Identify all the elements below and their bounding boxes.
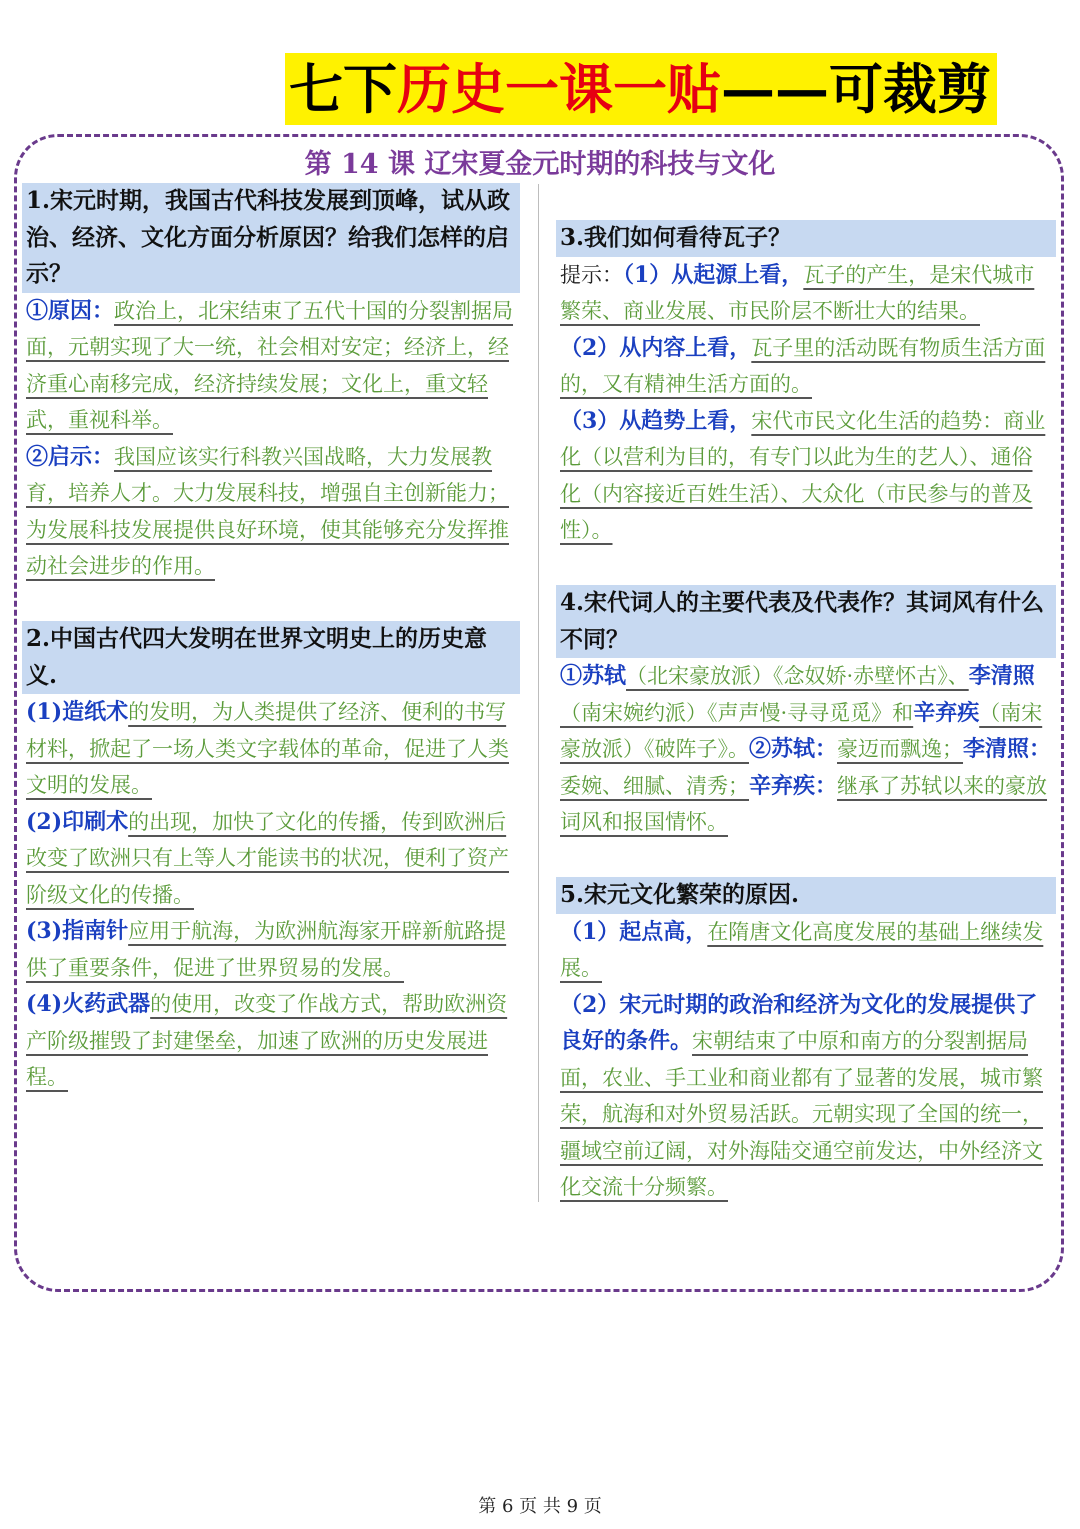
q5-heading: 5.宋元文化繁荣的原因. — [556, 877, 1056, 914]
q2-item-label: (3)指南针 — [26, 918, 129, 944]
spacer — [22, 585, 520, 622]
q3-item — [556, 330, 1056, 403]
q1-reason-text: 政治上，北宋结束了五代十国的分裂割据局面，元朝实现了大一统，社会相对安定；经济上，经济重心南移完成，经济持续发展；文化上，重文轻武，重视科举。 — [26, 298, 514, 432]
q1-reason — [22, 293, 520, 439]
page-number: 第 6 页 共 9 页 — [478, 1496, 602, 1517]
q4-style-text: 继承了苏轼以来的豪放词风和报国情怀。 — [560, 773, 1048, 834]
q3-item — [556, 403, 1056, 549]
q2-item-text: 的出现，加快了文化的传播，传到欧洲后改变了欧洲只有上等人才能读书的状况，便利了资产阶级文化的传播。 — [26, 809, 509, 907]
q5-item — [556, 914, 1056, 987]
q2-item-label: (1)造纸术 — [26, 699, 129, 725]
q3-item-text: 宋代市民文化生活的趋势：商业化（以营利为目的，有专门以此为生的艺人）、通俗化（内容接近百姓生活）、大众化（市民参与的普及性）。 — [560, 408, 1046, 542]
q2-item-label: (2)印刷术 — [26, 808, 129, 835]
q4-answer — [556, 658, 1056, 841]
banner-title: 历史一课一贴 — [397, 57, 721, 121]
q2-item-label: (4)火药武器 — [26, 991, 151, 1017]
q4-poet-label: 辛弃疾 — [913, 699, 980, 726]
q3-item-text: 瓦子里的活动既有物质生活方面的，又有精神生活方面的。 — [560, 335, 1046, 396]
column-divider — [538, 184, 539, 1202]
q4-poet-text: （南宋婉约派）《声声慢·寻寻觅觅》和 — [560, 700, 914, 725]
banner-suffix: ——可裁剪 — [721, 57, 991, 121]
q2-heading: 2.中国古代四大发明在世界文明史上的历史意义. — [22, 621, 520, 694]
q2-item — [22, 986, 520, 1096]
q4-poet-label: ①苏轼 — [560, 663, 627, 689]
lesson-title: 第 14 课 辽宋夏金元时期的科技与文化 — [304, 149, 776, 180]
q3-item — [556, 257, 1056, 330]
q1-insight-label: ②启示： — [26, 443, 115, 470]
q3-heading: 3.我们如何看待瓦子？ — [556, 220, 1056, 257]
q2-item — [22, 694, 520, 804]
q1-insight — [22, 439, 520, 585]
q3-item-text: 瓦子的产生，是宋代城市繁荣、商业发展、市民阶层不断壮大的结果。 — [560, 262, 1035, 323]
q2-item-text: 应用于航海，为欧洲航海家开辟新航路提供了重要条件，促进了世界贸易的发展。 — [26, 919, 507, 980]
q5-item-text: 宋朝结束了中原和南方的分裂割据局面，农业、手工业和商业都有了显著的发展，城市繁荣，航海和对外贸易活跃。元朝实现了全国的统一，疆域空前辽阔，对外海陆交通空前发达，中外经济文化交流十分频繁。 — [560, 1029, 1043, 1199]
q1-reason-label: ①原因： — [26, 297, 115, 324]
left-column — [22, 183, 520, 1096]
q5-item — [556, 987, 1056, 1206]
q4-style-label: 李清照： — [963, 736, 1052, 762]
q1-heading: 1.宋元时期，我国古代科技发展到顶峰，试从政治、经济、文化方面分析原因？给我们怎样的启示？ — [22, 183, 520, 293]
q2-item-text: 的发明，为人类提供了经济、便利的书写材料，掀起了一场人类文字载体的革命，促进了人类文明的发展。 — [26, 700, 509, 797]
q4-poet-label: 李清照 — [968, 663, 1035, 689]
banner-grade: 七下 — [289, 57, 397, 121]
q2-item-text: 的使用，改变了作战方式，帮助欧洲资产阶级摧毁了封建堡垒，加速了欧洲的历史发展进程。 — [26, 992, 508, 1089]
q4-style-text: 豪迈而飘逸； — [837, 737, 964, 761]
q5-item-label: （1）起点高， — [560, 918, 708, 945]
q2-item — [22, 913, 520, 986]
q3-hint: 提示： — [560, 262, 623, 287]
q4-style-label: ②苏轼： — [749, 736, 838, 762]
q4-poet-text: （南宋豪放派）《破阵子》。 — [560, 700, 1043, 761]
q3-item-label: （3）从趋势上看， — [560, 407, 752, 434]
q4-style-label: 辛弃疾： — [749, 772, 838, 799]
q1-insight-text: 我国应该实行科教兴国战略，大力发展教育，培养人才。大力发展科技，增强自主创新能力；为发展科技发展提供良好环境，使其能够充分发挥推动社会进步的作用。 — [26, 444, 509, 578]
q5-item-label: （2）宋元时期的政治和经济为文化的发展提供了良好的条件。 — [560, 991, 1038, 1054]
q4-poet-text: （北宋豪放派）《念奴娇·赤壁怀古》、 — [626, 664, 969, 688]
right-column — [556, 220, 1056, 1206]
page-banner — [285, 53, 997, 125]
q3-item-label: （1）从起源上看， — [623, 261, 804, 288]
q2-item — [22, 804, 520, 914]
q4-style-text: 委婉、细腻、清秀； — [560, 773, 749, 798]
spacer — [556, 841, 1056, 878]
q3-item-label: （2）从内容上看， — [560, 334, 752, 361]
spacer — [556, 549, 1056, 586]
q5-item-text: 在隋唐文化高度发展的基础上继续发展。 — [560, 919, 1044, 980]
q4-heading: 4.宋代词人的主要代表及代表作？其词风有什么不同？ — [556, 585, 1056, 658]
